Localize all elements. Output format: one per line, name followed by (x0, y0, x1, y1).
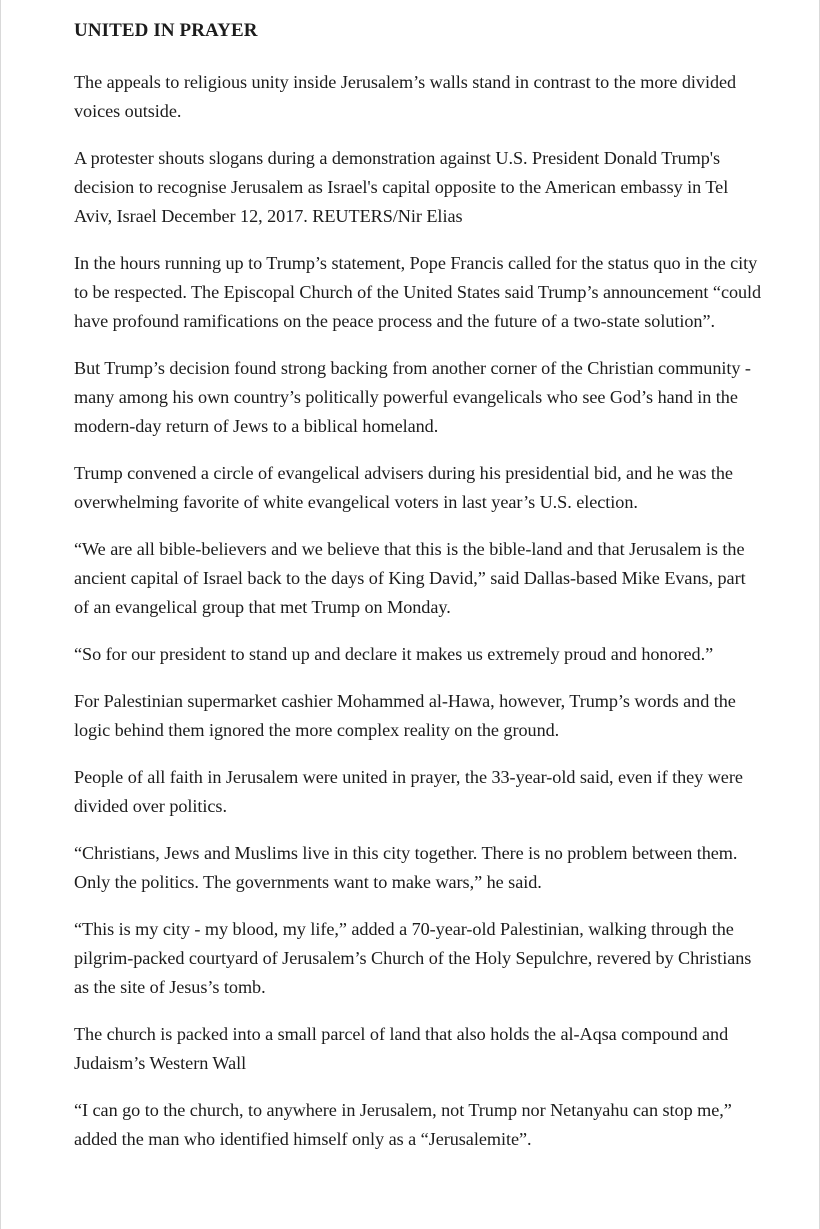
paragraph-3: In the hours running up to Trump’s statement, Pope Francis called for the status quo in the city to be respected. The Episcopal Church of the United States said Trump’s announcement “could have profound ramifications on the peace process and the future of a two-state solution”. (74, 253, 762, 331)
paragraph-9: People of all faith in Jerusalem were united in prayer, the 33-year-old said, even if they were divided over politics. (74, 767, 743, 816)
paragraph-7: “So for our president to stand up and declare it makes us extremely proud and honored.” (74, 644, 714, 664)
section-heading: UNITED IN PRAYER (74, 20, 258, 41)
paragraph-12: The church is packed into a small parcel of land that also holds the al-Aqsa compound and Judaism’s Western Wall (74, 1024, 729, 1073)
paragraph-10: “Christians, Jews and Muslims live in this city together. There is no problem between them. Only the politics. The governments want to make wars,” he said. (74, 843, 738, 892)
paragraph-8: For Palestinian supermarket cashier Mohammed al-Hawa, however, Trump’s words and the logic behind them ignored the more complex reality on the ground. (74, 691, 736, 740)
photo-caption: A protester shouts slogans during a demonstration against U.S. President Donald Trump's decision to recognise Jerusalem as Israel's capital opposite to the American embassy in Tel Aviv, Israel December 12, 2017. REUTERS/Nir Elias (74, 148, 729, 226)
paragraph-4: But Trump’s decision found strong backing from another corner of the Christian community - many among his own country’s politically powerful evangelicals who see God’s hand in the modern-day return of Jews to a biblical homeland. (74, 358, 751, 436)
paragraph-5: Trump convened a circle of evangelical advisers during his presidential bid, and he was the overwhelming favorite of white evangelical voters in last year’s U.S. election. (74, 463, 733, 512)
paragraph-1: The appeals to religious unity inside Jerusalem’s walls stand in contrast to the more divided voices outside. (74, 72, 737, 121)
article-body (74, 18, 764, 1172)
paragraph-6: “We are all bible-believers and we believe that this is the bible-land and that Jerusalem is the ancient capital of Israel back to the days of King David,” said Dallas-based Mike Evans, part of an evangelical group that met Trump on Monday. (74, 539, 746, 617)
paragraph-13: “I can go to the church, to anywhere in Jerusalem, not Trump nor Netanyahu can stop me,” added the man who identified himself only as a “Jerusalemite”. (74, 1100, 732, 1149)
paragraph-11: “This is my city - my blood, my life,” added a 70-year-old Palestinian, walking through the pilgrim-packed courtyard of Jerusalem’s Church of the Holy Sepulchre, revered by Christians as the site of Jesus’s tomb. (74, 919, 752, 997)
